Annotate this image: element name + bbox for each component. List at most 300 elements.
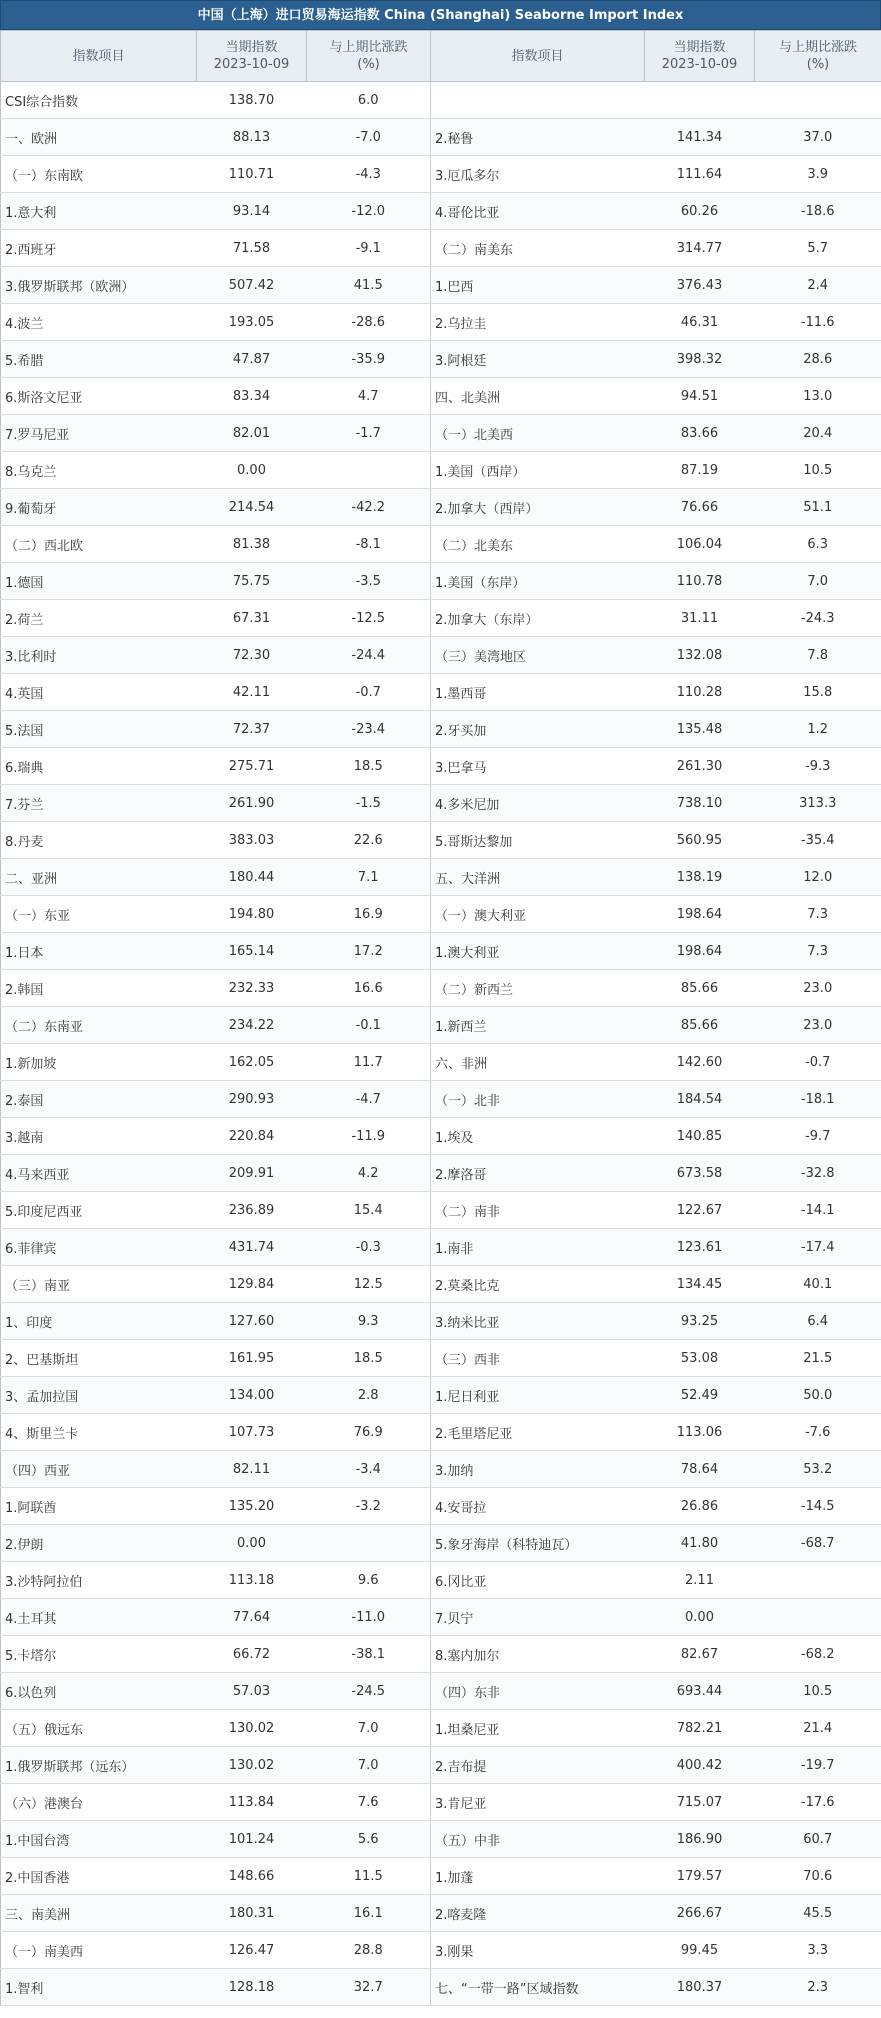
left-current-value: 148.66 [197,1858,307,1895]
left-change-value: 4.2 [307,1155,431,1192]
left-current-value: 165.14 [197,933,307,970]
left-current-value: 77.64 [197,1599,307,1636]
table-row [1,1636,881,1673]
left-current-value: 75.75 [197,563,307,600]
right-change-value: 2.3 [755,1969,881,2006]
left-current-value: 209.91 [197,1155,307,1192]
left-change-value: 7.6 [307,1784,431,1821]
right-change-value: -68.7 [755,1525,881,1562]
left-index-name: （一）东亚 [1,896,197,933]
right-current-value: 82.67 [645,1636,755,1673]
left-change-value: -35.9 [307,341,431,378]
left-index-name: 1.俄罗斯联邦（远东） [1,1747,197,1784]
right-current-value: 113.06 [645,1414,755,1451]
left-change-value: 4.7 [307,378,431,415]
table-row [1,1562,881,1599]
table-row [1,1525,881,1562]
left-current-value: 431.74 [197,1229,307,1266]
right-current-value: 106.04 [645,526,755,563]
table-body [1,82,881,2006]
right-current-value: 76.66 [645,489,755,526]
left-change-value: 5.6 [307,1821,431,1858]
right-current-value: 184.54 [645,1081,755,1118]
right-current-value: 180.37 [645,1969,755,2006]
right-change-value: 20.4 [755,415,881,452]
table-row [1,822,881,859]
table-row [1,1451,881,1488]
left-current-value: 72.30 [197,637,307,674]
right-change-value: -14.1 [755,1192,881,1229]
left-current-value: 0.00 [197,452,307,489]
left-current-value: 130.02 [197,1710,307,1747]
left-current-value: 194.80 [197,896,307,933]
right-change-value: 53.2 [755,1451,881,1488]
left-change-value: 16.9 [307,896,431,933]
right-current-value: 266.67 [645,1895,755,1932]
table-row [1,1784,881,1821]
left-index-name: （二）东南亚 [1,1007,197,1044]
left-index-name: 1.意大利 [1,193,197,230]
left-change-value: -9.1 [307,230,431,267]
right-current-value: 94.51 [645,378,755,415]
right-index-name: 1.南非 [431,1229,645,1266]
table-row [1,1821,881,1858]
left-current-value: 110.71 [197,156,307,193]
table-row [1,1118,881,1155]
left-change-value: -24.4 [307,637,431,674]
left-index-name: 3.俄罗斯联邦（欧洲） [1,267,197,304]
right-index-name: 8.塞内加尔 [431,1636,645,1673]
left-index-name: 6.以色列 [1,1673,197,1710]
right-change-value: 23.0 [755,970,881,1007]
table-row [1,1488,881,1525]
right-index-name: 3.厄瓜多尔 [431,156,645,193]
left-change-value: -0.3 [307,1229,431,1266]
table-row [1,193,881,230]
left-index-name: 7.罗马尼亚 [1,415,197,452]
right-index-name: 1.加蓬 [431,1858,645,1895]
left-index-name: 8.丹麦 [1,822,197,859]
left-change-value: 9.3 [307,1303,431,1340]
header-name-right: 指数项目 [431,31,645,82]
left-index-name: 3.越南 [1,1118,197,1155]
left-current-value: 130.02 [197,1747,307,1784]
table-row [1,1710,881,1747]
right-current-value: 60.26 [645,193,755,230]
right-change-value: -7.6 [755,1414,881,1451]
right-change-value: 2.4 [755,267,881,304]
left-current-value: 220.84 [197,1118,307,1155]
left-index-name: （一）南美西 [1,1932,197,1969]
right-current-value: 134.45 [645,1266,755,1303]
left-change-value: -1.5 [307,785,431,822]
right-change-value: 10.5 [755,452,881,489]
left-change-value: 11.7 [307,1044,431,1081]
left-change-value: 2.8 [307,1377,431,1414]
table-row [1,785,881,822]
right-change-value: 7.3 [755,933,881,970]
left-change-value: 12.5 [307,1266,431,1303]
left-change-value: 9.6 [307,1562,431,1599]
left-index-name: 3.比利时 [1,637,197,674]
header-current-left: 当期指数 2023-10-09 [197,31,307,82]
right-current-value: 673.58 [645,1155,755,1192]
table-row [1,600,881,637]
left-change-value: -23.4 [307,711,431,748]
right-index-name: 4.多米尼加 [431,785,645,822]
table-row [1,1229,881,1266]
right-index-name: （一）澳大利亚 [431,896,645,933]
right-current-value: 93.25 [645,1303,755,1340]
left-change-value: 6.0 [307,82,431,119]
right-current-value: 693.44 [645,1673,755,1710]
left-index-name: 1、印度 [1,1303,197,1340]
right-change-value: 21.4 [755,1710,881,1747]
left-index-name: 1.新加坡 [1,1044,197,1081]
left-index-name: 6.菲律宾 [1,1229,197,1266]
left-current-value: 88.13 [197,119,307,156]
right-change-value: 15.8 [755,674,881,711]
right-current-value: 31.11 [645,600,755,637]
left-current-value: 82.11 [197,1451,307,1488]
right-index-name: 七、“一带一路”区域指数 [431,1969,645,2006]
right-index-name: 3.纳米比亚 [431,1303,645,1340]
left-current-value: 162.05 [197,1044,307,1081]
left-current-value: 138.70 [197,82,307,119]
left-current-value: 161.95 [197,1340,307,1377]
left-change-value: -3.2 [307,1488,431,1525]
right-current-value: 376.43 [645,267,755,304]
left-current-value: 180.31 [197,1895,307,1932]
left-change-value: 18.5 [307,748,431,785]
left-change-value: 32.7 [307,1969,431,2006]
right-current-value: 122.67 [645,1192,755,1229]
table-row [1,82,881,119]
right-index-name: （三）西非 [431,1340,645,1377]
right-index-name: 1.巴西 [431,267,645,304]
left-current-value: 290.93 [197,1081,307,1118]
left-change-value: -1.7 [307,415,431,452]
left-index-name: 6.斯洛文尼亚 [1,378,197,415]
right-change-value [755,1562,881,1599]
right-change-value: -18.1 [755,1081,881,1118]
left-current-value: 214.54 [197,489,307,526]
left-index-name: 4.波兰 [1,304,197,341]
right-current-value: 0.00 [645,1599,755,1636]
right-index-name: （二）北美东 [431,526,645,563]
left-current-value: 507.42 [197,267,307,304]
left-change-value: -3.5 [307,563,431,600]
right-change-value: -68.2 [755,1636,881,1673]
right-index-name: （一）北非 [431,1081,645,1118]
left-change-value: 16.6 [307,970,431,1007]
left-index-name: 9.葡萄牙 [1,489,197,526]
left-change-value: -7.0 [307,119,431,156]
right-current-value: 46.31 [645,304,755,341]
left-index-name: 2.西班牙 [1,230,197,267]
left-change-value: 7.0 [307,1747,431,1784]
left-change-value: 17.2 [307,933,431,970]
left-index-name: 1.智利 [1,1969,197,2006]
right-change-value: -11.6 [755,304,881,341]
right-current-value: 186.90 [645,1821,755,1858]
right-change-value: 37.0 [755,119,881,156]
left-index-name: 2.韩国 [1,970,197,1007]
left-index-name: 2、巴基斯坦 [1,1340,197,1377]
right-current-value: 138.19 [645,859,755,896]
right-current-value: 314.77 [645,230,755,267]
right-index-name: 2.毛里塔尼亚 [431,1414,645,1451]
right-index-name: 1.美国（西岸） [431,452,645,489]
right-index-name: （二）南美东 [431,230,645,267]
right-index-name: 4.安哥拉 [431,1488,645,1525]
table-row [1,304,881,341]
left-current-value: 67.31 [197,600,307,637]
left-current-value: 275.71 [197,748,307,785]
right-index-name: （二）南非 [431,1192,645,1229]
right-current-value: 140.85 [645,1118,755,1155]
table-row [1,452,881,489]
left-index-name: 2.中国香港 [1,1858,197,1895]
table-row [1,637,881,674]
left-index-name: 1.日本 [1,933,197,970]
right-index-name: 3.刚果 [431,1932,645,1969]
right-current-value: 53.08 [645,1340,755,1377]
left-index-name: 5.卡塔尔 [1,1636,197,1673]
left-current-value: 71.58 [197,230,307,267]
left-current-value: 234.22 [197,1007,307,1044]
left-index-name: 3、孟加拉国 [1,1377,197,1414]
right-index-name: 2.乌拉圭 [431,304,645,341]
right-index-name: 1.坦桑尼亚 [431,1710,645,1747]
left-current-value: 261.90 [197,785,307,822]
table-row [1,1932,881,1969]
right-current-value: 198.64 [645,896,755,933]
left-change-value: 11.5 [307,1858,431,1895]
right-index-name: 1.澳大利亚 [431,933,645,970]
right-change-value: -17.4 [755,1229,881,1266]
left-index-name: 6.瑞典 [1,748,197,785]
left-current-value: 42.11 [197,674,307,711]
header-current-right: 当期指数 2023-10-09 [645,31,755,82]
right-change-value [755,82,881,119]
right-index-name: 5.哥斯达黎加 [431,822,645,859]
table-row [1,1673,881,1710]
left-change-value: -0.1 [307,1007,431,1044]
right-change-value: 7.3 [755,896,881,933]
left-change-value: -8.1 [307,526,431,563]
right-change-value: -35.4 [755,822,881,859]
right-change-value: 1.2 [755,711,881,748]
left-index-name: 1.中国台湾 [1,1821,197,1858]
left-change-value: -4.7 [307,1081,431,1118]
table-row [1,119,881,156]
right-change-value: -19.7 [755,1747,881,1784]
right-index-name: 3.肯尼亚 [431,1784,645,1821]
right-change-value: 40.1 [755,1266,881,1303]
left-current-value: 127.60 [197,1303,307,1340]
left-index-name: 2.荷兰 [1,600,197,637]
left-index-name: 5.印度尼西亚 [1,1192,197,1229]
right-index-name: 1.埃及 [431,1118,645,1155]
left-index-name: 4、斯里兰卡 [1,1414,197,1451]
left-change-value: -3.4 [307,1451,431,1488]
right-current-value: 141.34 [645,119,755,156]
left-change-value: -28.6 [307,304,431,341]
table-row [1,341,881,378]
left-current-value: 66.72 [197,1636,307,1673]
left-change-value: 16.1 [307,1895,431,1932]
right-current-value: 41.80 [645,1525,755,1562]
table-row [1,1081,881,1118]
right-index-name: 5.象牙海岸（科特迪瓦） [431,1525,645,1562]
header-row [1,31,881,82]
right-index-name: （四）东非 [431,1673,645,1710]
table-row [1,1377,881,1414]
right-index-name: 7.贝宁 [431,1599,645,1636]
right-current-value: 560.95 [645,822,755,859]
right-current-value [645,82,755,119]
right-change-value: 12.0 [755,859,881,896]
right-current-value: 132.08 [645,637,755,674]
left-change-value: 7.1 [307,859,431,896]
right-current-value: 111.64 [645,156,755,193]
right-index-name: 4.哥伦比亚 [431,193,645,230]
right-change-value: 23.0 [755,1007,881,1044]
table-row [1,1192,881,1229]
right-index-name: 2.加拿大（西岸） [431,489,645,526]
right-change-value: 3.3 [755,1932,881,1969]
left-index-name: 1.德国 [1,563,197,600]
right-change-value: 28.6 [755,341,881,378]
right-current-value: 715.07 [645,1784,755,1821]
left-current-value: 82.01 [197,415,307,452]
table-row [1,896,881,933]
left-current-value: 180.44 [197,859,307,896]
left-current-value: 72.37 [197,711,307,748]
table-title: 中国（上海）进口贸易海运指数 China (Shanghai) Seaborne Import Index [0,0,881,30]
table-row [1,933,881,970]
left-index-name: 5.希腊 [1,341,197,378]
right-index-name: （二）新西兰 [431,970,645,1007]
right-index-name: 3.阿根廷 [431,341,645,378]
table-row [1,1007,881,1044]
table-row [1,526,881,563]
right-current-value: 52.49 [645,1377,755,1414]
right-current-value: 26.86 [645,1488,755,1525]
right-change-value: -32.8 [755,1155,881,1192]
right-change-value: 21.5 [755,1340,881,1377]
right-change-value: -14.5 [755,1488,881,1525]
table-row [1,674,881,711]
left-change-value: -12.5 [307,600,431,637]
right-index-name: 五、大洋洲 [431,859,645,896]
right-current-value: 198.64 [645,933,755,970]
table-row [1,267,881,304]
left-index-name: 三、南美洲 [1,1895,197,1932]
left-change-value: 76.9 [307,1414,431,1451]
left-current-value: 93.14 [197,193,307,230]
right-current-value: 261.30 [645,748,755,785]
right-index-name: （三）美湾地区 [431,637,645,674]
right-current-value: 85.66 [645,1007,755,1044]
table-row [1,1340,881,1377]
table-row [1,378,881,415]
left-change-value: -0.7 [307,674,431,711]
left-index-name: 3.沙特阿拉伯 [1,1562,197,1599]
left-index-name: 7.芬兰 [1,785,197,822]
left-index-name: （一）东南欧 [1,156,197,193]
right-current-value: 738.10 [645,785,755,822]
table-row [1,748,881,785]
right-current-value: 110.28 [645,674,755,711]
right-index-name: 6.冈比亚 [431,1562,645,1599]
left-change-value: 28.8 [307,1932,431,1969]
right-change-value: 45.5 [755,1895,881,1932]
header-change-left: 与上期比涨跌 (%) [307,31,431,82]
right-index-name: 六、非洲 [431,1044,645,1081]
left-index-name: （五）俄远东 [1,1710,197,1747]
table-row [1,859,881,896]
left-current-value: 135.20 [197,1488,307,1525]
right-index-name: 3.加纳 [431,1451,645,1488]
left-change-value [307,452,431,489]
table-row [1,1747,881,1784]
left-index-name: 一、欧洲 [1,119,197,156]
right-current-value: 782.21 [645,1710,755,1747]
header-name-left: 指数项目 [1,31,197,82]
right-change-value: 51.1 [755,489,881,526]
left-current-value: 232.33 [197,970,307,1007]
right-change-value: 6.4 [755,1303,881,1340]
left-current-value: 383.03 [197,822,307,859]
right-current-value: 179.57 [645,1858,755,1895]
right-current-value: 142.60 [645,1044,755,1081]
left-index-name: 2.伊朗 [1,1525,197,1562]
right-change-value: -24.3 [755,600,881,637]
table-row [1,230,881,267]
table-row [1,1858,881,1895]
left-current-value: 0.00 [197,1525,307,1562]
right-change-value: -0.7 [755,1044,881,1081]
left-current-value: 193.05 [197,304,307,341]
left-change-value: -11.0 [307,1599,431,1636]
left-index-name: 5.法国 [1,711,197,748]
right-change-value: -18.6 [755,193,881,230]
right-change-value: 10.5 [755,1673,881,1710]
table-row [1,1303,881,1340]
left-index-name: （二）西北欧 [1,526,197,563]
right-current-value: 398.32 [645,341,755,378]
right-change-value: -9.3 [755,748,881,785]
left-index-name: 1.阿联酋 [1,1488,197,1525]
table-row [1,970,881,1007]
table-row [1,415,881,452]
right-index-name: 2.喀麦隆 [431,1895,645,1932]
right-current-value: 87.19 [645,452,755,489]
right-current-value: 110.78 [645,563,755,600]
left-index-name: CSI综合指数 [1,82,197,119]
left-current-value: 47.87 [197,341,307,378]
right-current-value: 83.66 [645,415,755,452]
table-row [1,1414,881,1451]
right-index-name: 1.墨西哥 [431,674,645,711]
right-change-value: -9.7 [755,1118,881,1155]
table-row [1,563,881,600]
index-table [0,30,881,2006]
left-change-value: -4.3 [307,156,431,193]
left-current-value: 236.89 [197,1192,307,1229]
